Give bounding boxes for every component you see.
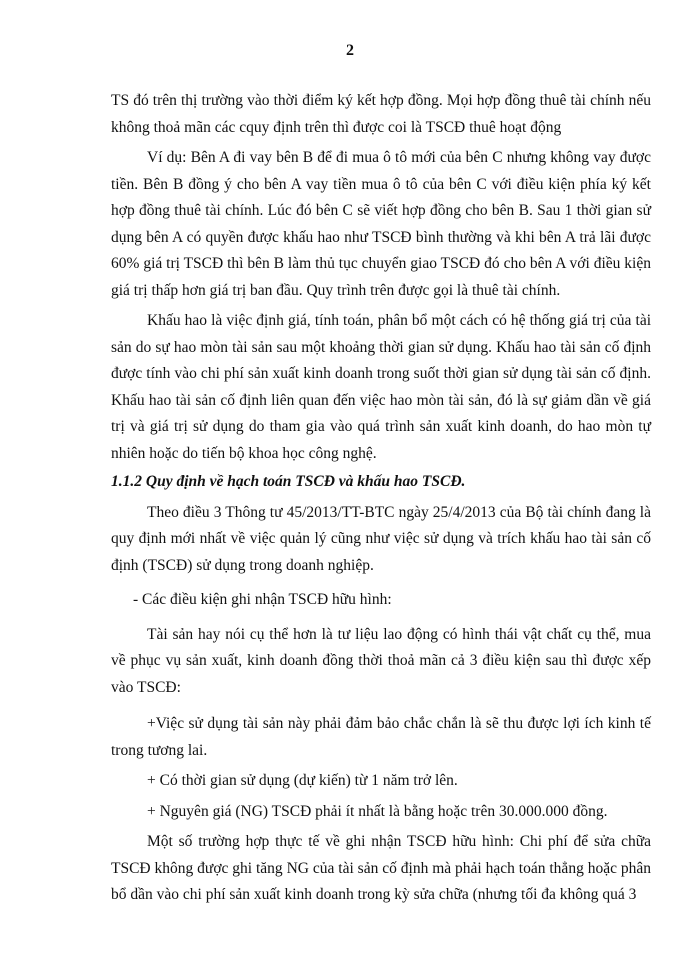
- condition-item-benefit: +Việc sử dụng tài sản này phải đảm bảo chắc chắn là sẽ thu được lợi ích kinh tế trong tương lai.: [111, 715, 651, 759]
- paragraph-depreciation-definition: Khấu hao là việc định giá, tính toán, phân bổ một cách có hệ thống giá trị của tài sản do sự hao mòn tài sản sau một khoảng thời gian sử dụng. Khấu hao tài sản cố định được tính vào chi phí sản xuất kinh doanh trong suốt thời gian sử dụng tài sản cố định. Khấu hao tài sản cố định liên quan đến việc hao mòn tài sản, đó là sự giảm dần về giá trị và giá trị sử dụng do tham gia vào quá trình sản xuất kinh doanh, do hao mòn tự nhiên hoặc do tiến bộ khoa học công nghệ.: [111, 312, 651, 462]
- paragraph-asset-definition: Tài sản hay nói cụ thể hơn là tư liệu lao động có hình thái vật chất cụ thể, mua về phục vụ sản xuất, kinh doanh đồng thời thoả mãn cả 3 điều kiện sau thì được xếp vào TSCĐ:: [111, 625, 651, 696]
- paragraph-continuation: TS đó trên thị trường vào thời điểm ký kết hợp đồng. Mọi hợp đồng thuê tài chính nếu không thoả mãn các cquy định trên thì được coi là TSCĐ thuê hoạt động: [111, 92, 651, 136]
- page-body: [111, 88, 651, 909]
- paragraph-practical-cases: Một số trường hợp thực tế về ghi nhận TSCĐ hữu hình: Chi phí để sửa chữa TSCĐ không được ghi tăng NG của tài sản cố định mà phải hạch toán thẳng hoặc phân bổ dần vào chi phí sản xuất kinh doanh trong kỳ sửa chữa (nhưng tối đa không quá 3: [111, 833, 651, 903]
- list-heading-conditions: - Các điều kiện ghi nhận TSCĐ hữu hình:: [133, 591, 392, 608]
- paragraph-example: Ví dụ: Bên A đi vay bên B để đi mua ô tô mới của bên C nhưng không vay được tiền. Bên B đồng ý cho bên A vay tiền mua ô tô của bên C với điều kiện phía ký kết hợp đồng thuê tài chính. Lúc đó bên C sẽ viết hợp đồng cho bên B. Sau 1 thời gian sử dụng bên A có quyền được khấu hao như TSCĐ bình thường và khi bên A trả lãi được 60% giá trị TSCĐ thì bên B làm thủ tục chuyển giao TSCĐ đó cho bên A với điều kiện giá trị thấp hơn giá trị ban đầu. Quy trình trên được gọi là thuê tài chính.: [111, 149, 651, 299]
- condition-item-duration: + Có thời gian sử dụng (dự kiến) từ 1 năm trở lên.: [147, 772, 458, 789]
- section-heading: 1.1.2 Quy định về hạch toán TSCĐ và khấu hao TSCĐ.: [111, 473, 466, 490]
- paragraph-circular-reference: Theo điều 3 Thông tư 45/2013/TT-BTC ngày 25/4/2013 của Bộ tài chính đang là quy định mới nhất về việc quản lý cũng như việc sử dụng và trích khấu hao tài sản cố định (TSCĐ) sử dụng trong doanh nghiệp.: [111, 503, 651, 574]
- page-number: 2: [346, 42, 354, 59]
- condition-item-cost: + Nguyên giá (NG) TSCĐ phải ít nhất là bằng hoặc trên 30.000.000 đồng.: [147, 802, 608, 820]
